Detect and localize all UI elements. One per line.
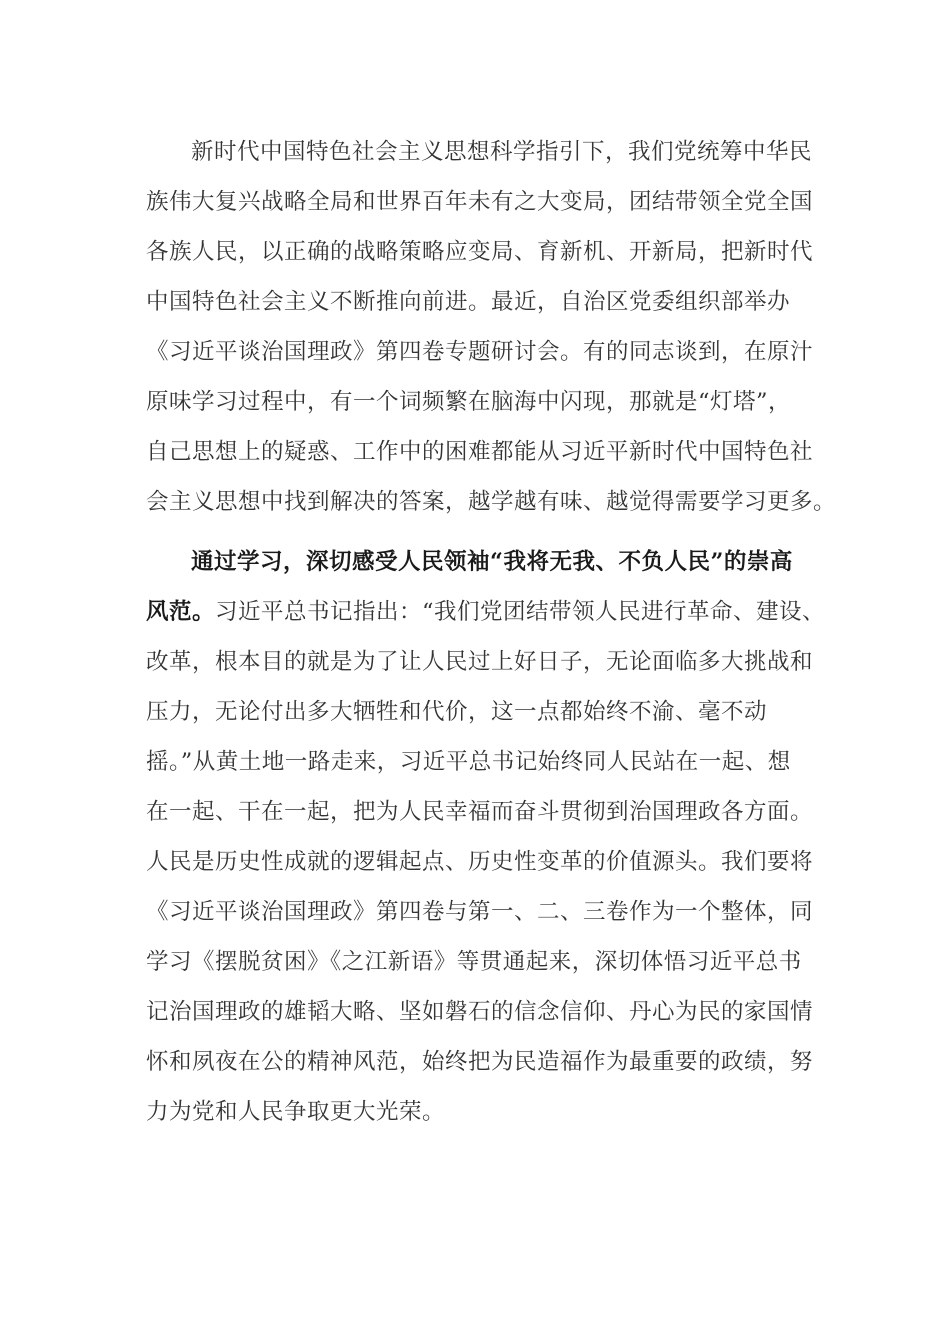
paragraph-1-line-6: 原味学习过程中，有一个词频繁在脑海中闪现，那就是“灯塔”， bbox=[146, 389, 792, 415]
paragraph-1-line-5: 《习近平谈治国理政》第四卷专题研讨会。有的同志谈到，在原汁 bbox=[146, 339, 814, 365]
paragraph-2-heading-line-1: 通过学习，深切感受人民领袖“我将无我、不负人民”的崇高 bbox=[191, 549, 793, 575]
paragraph-2-line-2 bbox=[146, 597, 825, 627]
paragraph-2-line-3: 改革，根本目的就是为了让人民过上好日子，无论面临多大挑战和 bbox=[146, 649, 814, 675]
paragraph-2-line-10: 记治国理政的雄韬大略、坚如磐石的信念信仰、丹心为民的家国情 bbox=[146, 999, 814, 1025]
paragraph-1-line-8: 会主义思想中找到解决的答案，越学越有味、越觉得需要学习更多。 bbox=[146, 489, 837, 515]
paragraph-2-line-6: 在一起、干在一起，把为人民幸福而奋斗贯彻到治国理政各方面。 bbox=[146, 799, 814, 825]
paragraph-2-line-12: 力为党和人民争取更大光荣。 bbox=[146, 1099, 446, 1125]
paragraph-2-line-11: 怀和夙夜在公的精神风范，始终把为民造福作为最重要的政绩，努 bbox=[146, 1049, 814, 1075]
paragraph-1-line-1: 新时代中国特色社会主义思想科学指引下，我们党统筹中华民 bbox=[191, 139, 813, 165]
paragraph-2-line-7: 人民是历史性成就的逻辑起点、历史性变革的价值源头。我们要将 bbox=[146, 849, 814, 875]
paragraph-2-line-9: 学习《摆脱贫困》《之江新语》等贯通起来，深切体悟习近平总书 bbox=[146, 949, 802, 975]
paragraph-1-line-7: 自己思想上的疑惑、工作中的困难都能从习近平新时代中国特色社 bbox=[146, 439, 814, 465]
paragraph-1-line-4: 中国特色社会主义不断推向前进。最近，自治区党委组织部举办 bbox=[146, 289, 791, 315]
paragraph-2-line-4: 压力，无论付出多大牺牲和代价，这一点都始终不渝、毫不动 bbox=[146, 699, 768, 725]
paragraph-1-line-2: 族伟大复兴战略全局和世界百年未有之大变局，团结带领全党全国 bbox=[146, 189, 814, 215]
paragraph-2-line-8: 《习近平谈治国理政》第四卷与第一、二、三卷作为一个整体，同 bbox=[146, 899, 814, 925]
paragraph-2-heading-end: 风范。 bbox=[146, 599, 216, 625]
paragraph-2-line-5: 摇。”从黄土地一路走来，习近平总书记始终同人民站在一起、想 bbox=[146, 749, 791, 775]
paragraph-2-line-2-rest: 习近平总书记指出：“我们党团结带领人民进行革命、建设、 bbox=[215, 599, 826, 625]
paragraph-1-line-3: 各族人民，以正确的战略策略应变局、育新机、开新局，把新时代 bbox=[146, 239, 814, 265]
